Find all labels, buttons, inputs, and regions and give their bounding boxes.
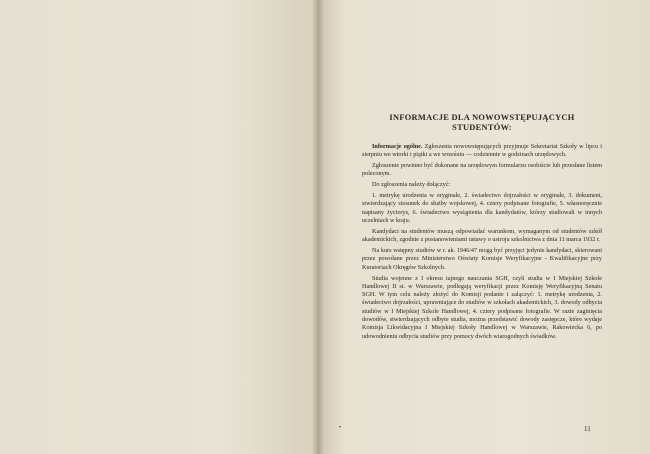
paragraph-attachments-heading: Do zgłoszenia należy dołączyć:	[372, 181, 451, 189]
paragraph-requirements: Kandydaci na studentów muszą odpowiadać warunkom, wymaganym od studentów szkół akademickich, zgodnie z postanowieniami ustawy o ustroju szkolnictwa z dnia 11 marca 1932 r.	[362, 227, 602, 244]
paragraph-application-form: Zgłoszenie powinno być dokonane na urzędowym formularzu osobiście lub przesłane listem poleconym.	[362, 162, 602, 178]
paragraph-lead: Informacje ogólne.	[372, 142, 423, 150]
page-title: INFORMACJE DLA NOWOWSTĘPUJĄCYCH STUDENTÓW:	[389, 113, 575, 133]
footer-mark: •	[339, 425, 342, 431]
page-content	[362, 113, 602, 344]
page-number: 11	[584, 425, 591, 433]
paragraph-general-info	[362, 143, 602, 160]
paragraph-entry-course: Na kurs wstępny studiów w r. ak. 1946/47 mogą być przyjęci jedynie kandydaci, skierowani przez powołane przez Ministerstwo Oświaty Komisje Weryfikacyjne - Kwalifikacyjne przy Kuratoriach Okręgów Szkolnych.	[362, 247, 602, 271]
paragraph-text: Zgłoszenia nowowstępujących przyjmuje Sekretariat Szkoły w lipcu i sierpniu we wtorki i piątki a we wrześniu — codziennie w godzinach urzędowych.	[362, 142, 602, 159]
book-gutter	[312, 0, 324, 454]
paragraph-wartime-studies: Studia wojenne z I okresu tajnego nauczania SGH, czyli studia w I Miejskiej Szkole Handlowej II st. w Warszawie, podlegają weryfikacji przez Komisję Weryfikacyjną Senatu SGH. W tym celu należy złożyć do Komisji podanie i załączyć: 1. metrykę urodzenia, 2. świadectwo dojrzałości, uprawniające do studiów w szkołach akademickich, 3. dowody odbycia studiów w I Miejskiej Szkole Handlowej, 4. cztery podpisane fotografie. W razie zaginięcia dowodów, stwierdzających odbyte studia, można przedstawić dowody zastępcze, które wydaje Komisja Likwidacyjna I Miejskiej Szkoły Handlowej w Warszawie, Rakowiecka 6, po udowodnieniu odbycia studiów przy pomocy dwóch wiarogodnych świadków.	[362, 274, 602, 340]
paragraph-attachments-list: 1. metrykę urodzenia w oryginale, 2. świadectwo dojrzałości w oryginale, 3. dokument, stwierdzający stosunek do służby wojskowej, 4. cztery podpisane fotografie, 5. własnoręcznie napisany życiorys, 6. świadectwo wystąpienia dla kandydatów, którzy studiowali w innych uczelniach w kraju.	[362, 192, 602, 224]
left-page	[0, 0, 318, 454]
